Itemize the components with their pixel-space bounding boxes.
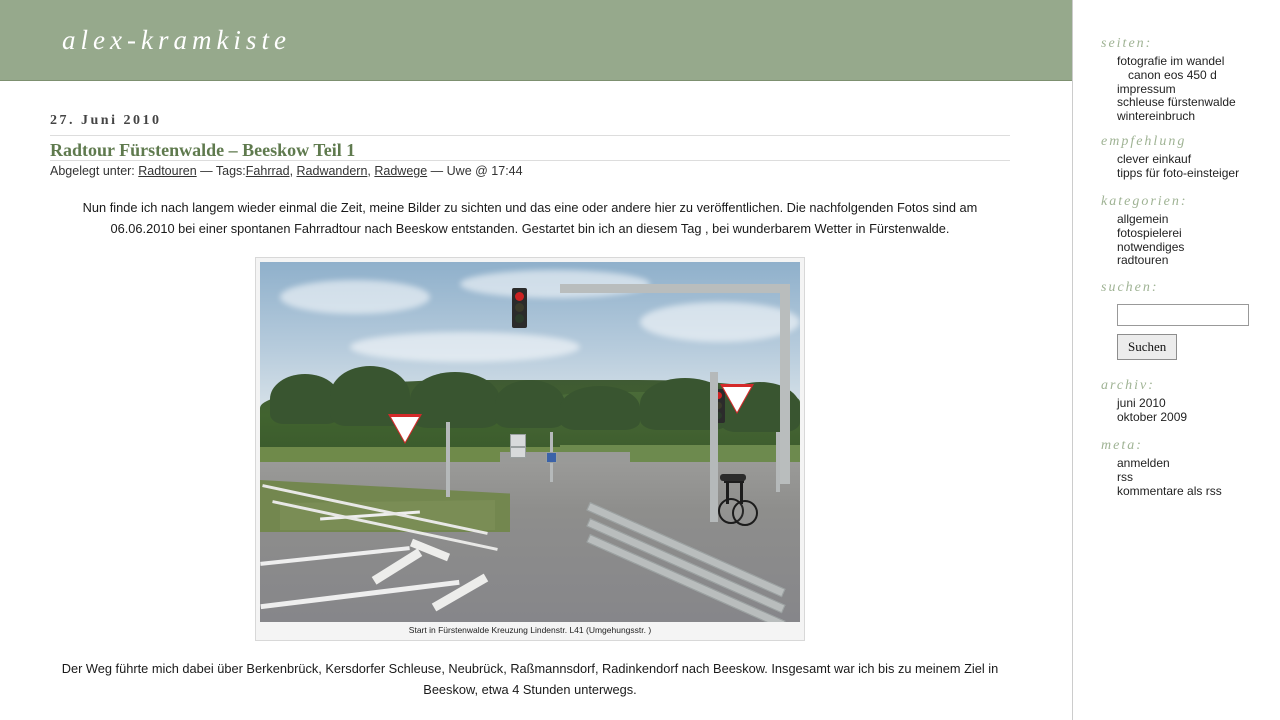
sidebar-section-suchen: [1073, 280, 1280, 360]
sidebar-item-allgemein[interactable]: [1117, 213, 1280, 227]
photo-cloud: [280, 280, 430, 314]
photo-bicycle-wheel: [732, 500, 758, 526]
post-title[interactable]: Radtour Fürstenwalde – Beeskow Teil 1: [50, 140, 356, 160]
sidebar-section-kategorien: [1073, 194, 1280, 282]
category-link-radtouren[interactable]: Radtouren: [138, 164, 197, 178]
sidebar-list-seiten: [1073, 55, 1280, 124]
photo-tree: [495, 380, 565, 428]
sidebar-heading-suchen: suchen:: [1101, 280, 1159, 295]
sidebar-link[interactable]: oktober 2009: [1117, 409, 1188, 424]
photo-guardrail-bar: [586, 518, 785, 613]
photo-yield-sign-inner: [723, 387, 751, 412]
photo-cloud: [350, 332, 580, 362]
search-input[interactable]: [1117, 304, 1249, 326]
sidebar-heading-meta: meta:: [1101, 438, 1143, 453]
sidebar-item-fotografie-im-wandel[interactable]: [1117, 55, 1280, 69]
sidebar-item-notwendiges[interactable]: [1117, 241, 1280, 255]
photo-intersection-fuerstenwalde[interactable]: [260, 262, 800, 622]
sidebar-item-tipps-fuer-foto-einsteiger[interactable]: [1117, 167, 1280, 181]
site-title[interactable]: alex-kramkiste: [62, 25, 291, 55]
photo-pole: [776, 432, 780, 492]
photo-traffic-light-amber: [515, 303, 524, 312]
meta-separator-1: —: [200, 164, 213, 178]
photo-bicycle-frame: [726, 482, 729, 504]
tag-link-radwege[interactable]: Radwege: [374, 164, 428, 178]
search-form: [1073, 299, 1280, 360]
search-button[interactable]: Suchen: [1117, 334, 1177, 360]
tags-label: Tags:: [215, 164, 246, 178]
sidebar-section-empfehlung: [1073, 134, 1280, 195]
sidebar-list-empfehlung: [1073, 153, 1280, 181]
sidebar-link[interactable]: anmelden: [1117, 456, 1170, 470]
post-date: 27. Juni 2010: [50, 113, 162, 128]
photo-guardrail: [590, 502, 800, 622]
divider-under-title: [50, 160, 1010, 161]
sidebar-item-schleuse-fuerstenwalde[interactable]: [1117, 96, 1280, 110]
figure-caption: Start in Fürstenwalde Kreuzung Lindenstr. L41 (Umgehungsstr. ): [408, 625, 652, 635]
photo-traffic-light: [512, 288, 527, 328]
photo-traffic-light-green: [515, 314, 524, 323]
sidebar-list-meta: [1073, 457, 1280, 498]
photo-cloud: [640, 302, 800, 342]
photo-bicycle-frame: [740, 480, 743, 504]
sidebar-link[interactable]: impressum: [1117, 81, 1176, 96]
sidebar-link[interactable]: allgemein: [1117, 212, 1169, 226]
photo-pole: [446, 422, 450, 497]
sidebar-item-wintereinbruch[interactable]: [1117, 110, 1280, 124]
photo-bike-sign: [546, 452, 557, 463]
photo-signal-mast-pole: [780, 284, 790, 484]
sidebar-item-oktober-2009[interactable]: [1117, 411, 1280, 425]
sidebar-link[interactable]: notwendiges: [1117, 239, 1185, 254]
sidebar-item-kommentare-als-rss[interactable]: [1117, 485, 1280, 499]
photo-road-sign: [510, 447, 526, 458]
sidebar-item-impressum[interactable]: [1117, 83, 1280, 97]
photo-traffic-light-red: [515, 292, 524, 301]
sidebar-link[interactable]: juni 2010: [1117, 396, 1166, 410]
filed-under-label: Abgelegt unter:: [50, 164, 135, 178]
photo-signal-mast-arm: [560, 284, 790, 293]
sidebar-link[interactable]: clever einkauf: [1117, 152, 1192, 166]
sidebar-link[interactable]: schleuse fürstenwalde: [1117, 95, 1236, 110]
photo-tree: [560, 386, 640, 430]
sidebar-link[interactable]: fotografie im wandel: [1117, 54, 1225, 68]
sidebar-link[interactable]: rss: [1117, 469, 1133, 484]
photo-road-sign: [510, 434, 526, 447]
photo-bicycle: [718, 474, 754, 524]
sidebar-section-seiten: [1073, 36, 1280, 138]
divider-top: [50, 135, 1010, 136]
meta-separator-2: —: [430, 164, 444, 178]
tag-link-radwandern[interactable]: Radwandern: [296, 164, 368, 178]
sidebar-item-canon-eos-450d[interactable]: [1117, 69, 1280, 83]
sidebar-link[interactable]: canon eos 450 d: [1128, 67, 1217, 82]
sidebar-link[interactable]: wintereinbruch: [1117, 109, 1196, 124]
sidebar-link[interactable]: kommentare als rss: [1117, 483, 1222, 498]
sidebar-heading-archiv: archiv:: [1101, 378, 1155, 393]
sidebar-link[interactable]: tipps für foto-einsteiger: [1117, 165, 1240, 180]
post-paragraph-2: Der Weg führte mich dabei über Berkenbrück, Kersdorfer Schleuse, Neubrück, Raßmannsdorf, Radinkendorf nach Beeskow. Insgesamt war ich bis zu meinem Ziel in Beeskow, etwa 4 Stunden unterwegs.: [61, 661, 999, 697]
sidebar-list-kategorien: [1073, 213, 1280, 268]
sidebar-heading-kategorien: kategorien:: [1101, 194, 1188, 209]
sidebar-item-radtouren[interactable]: [1117, 254, 1280, 268]
author-timestamp: Uwe @ 17:44: [446, 164, 523, 178]
sidebar-item-fotospielerei[interactable]: [1117, 227, 1280, 241]
sidebar-item-anmelden[interactable]: [1117, 457, 1280, 471]
sidebar-link[interactable]: fotospielerei: [1117, 225, 1182, 240]
photo-yield-sign-inner: [391, 417, 419, 442]
photo-bicycle-bag: [720, 474, 746, 481]
sidebar-section-archiv: [1073, 378, 1280, 439]
sidebar-heading-seiten: seiten:: [1101, 36, 1153, 51]
sidebar-item-juni-2010[interactable]: [1117, 397, 1280, 411]
photo-pole: [710, 372, 718, 522]
sidebar: [1072, 0, 1280, 720]
post-figure: [255, 257, 805, 641]
post-meta: Abgelegt unter: Radtouren — Tags:Fahrrad, Radwandern, Radwege — Uwe @ 17:44: [50, 164, 523, 178]
tag-link-fahrrad[interactable]: Fahrrad: [245, 164, 290, 178]
site-header: [0, 0, 1072, 81]
post-paragraph-1: Nun finde ich nach langem wieder einmal die Zeit, meine Bilder zu sichten und das eine oder andere hier zu veröffentlichen. Die nachfolgenden Fotos sind am 06.06.2010 bei einer spontanen Fahrradtour nach Beeskow entstanden. Gestartet bin ich an diesem Tag , bei wunderbarem Wetter in Fürstenwalde.: [82, 200, 978, 236]
sidebar-heading-empfehlung: empfehlung: [1101, 134, 1187, 149]
sidebar-list-archiv: [1073, 397, 1280, 425]
sidebar-item-clever-einkauf[interactable]: [1117, 153, 1280, 167]
photo-tree: [410, 372, 500, 428]
sidebar-link[interactable]: radtouren: [1117, 253, 1169, 268]
sidebar-section-meta: [1073, 438, 1280, 512]
sidebar-item-rss[interactable]: [1117, 471, 1280, 485]
